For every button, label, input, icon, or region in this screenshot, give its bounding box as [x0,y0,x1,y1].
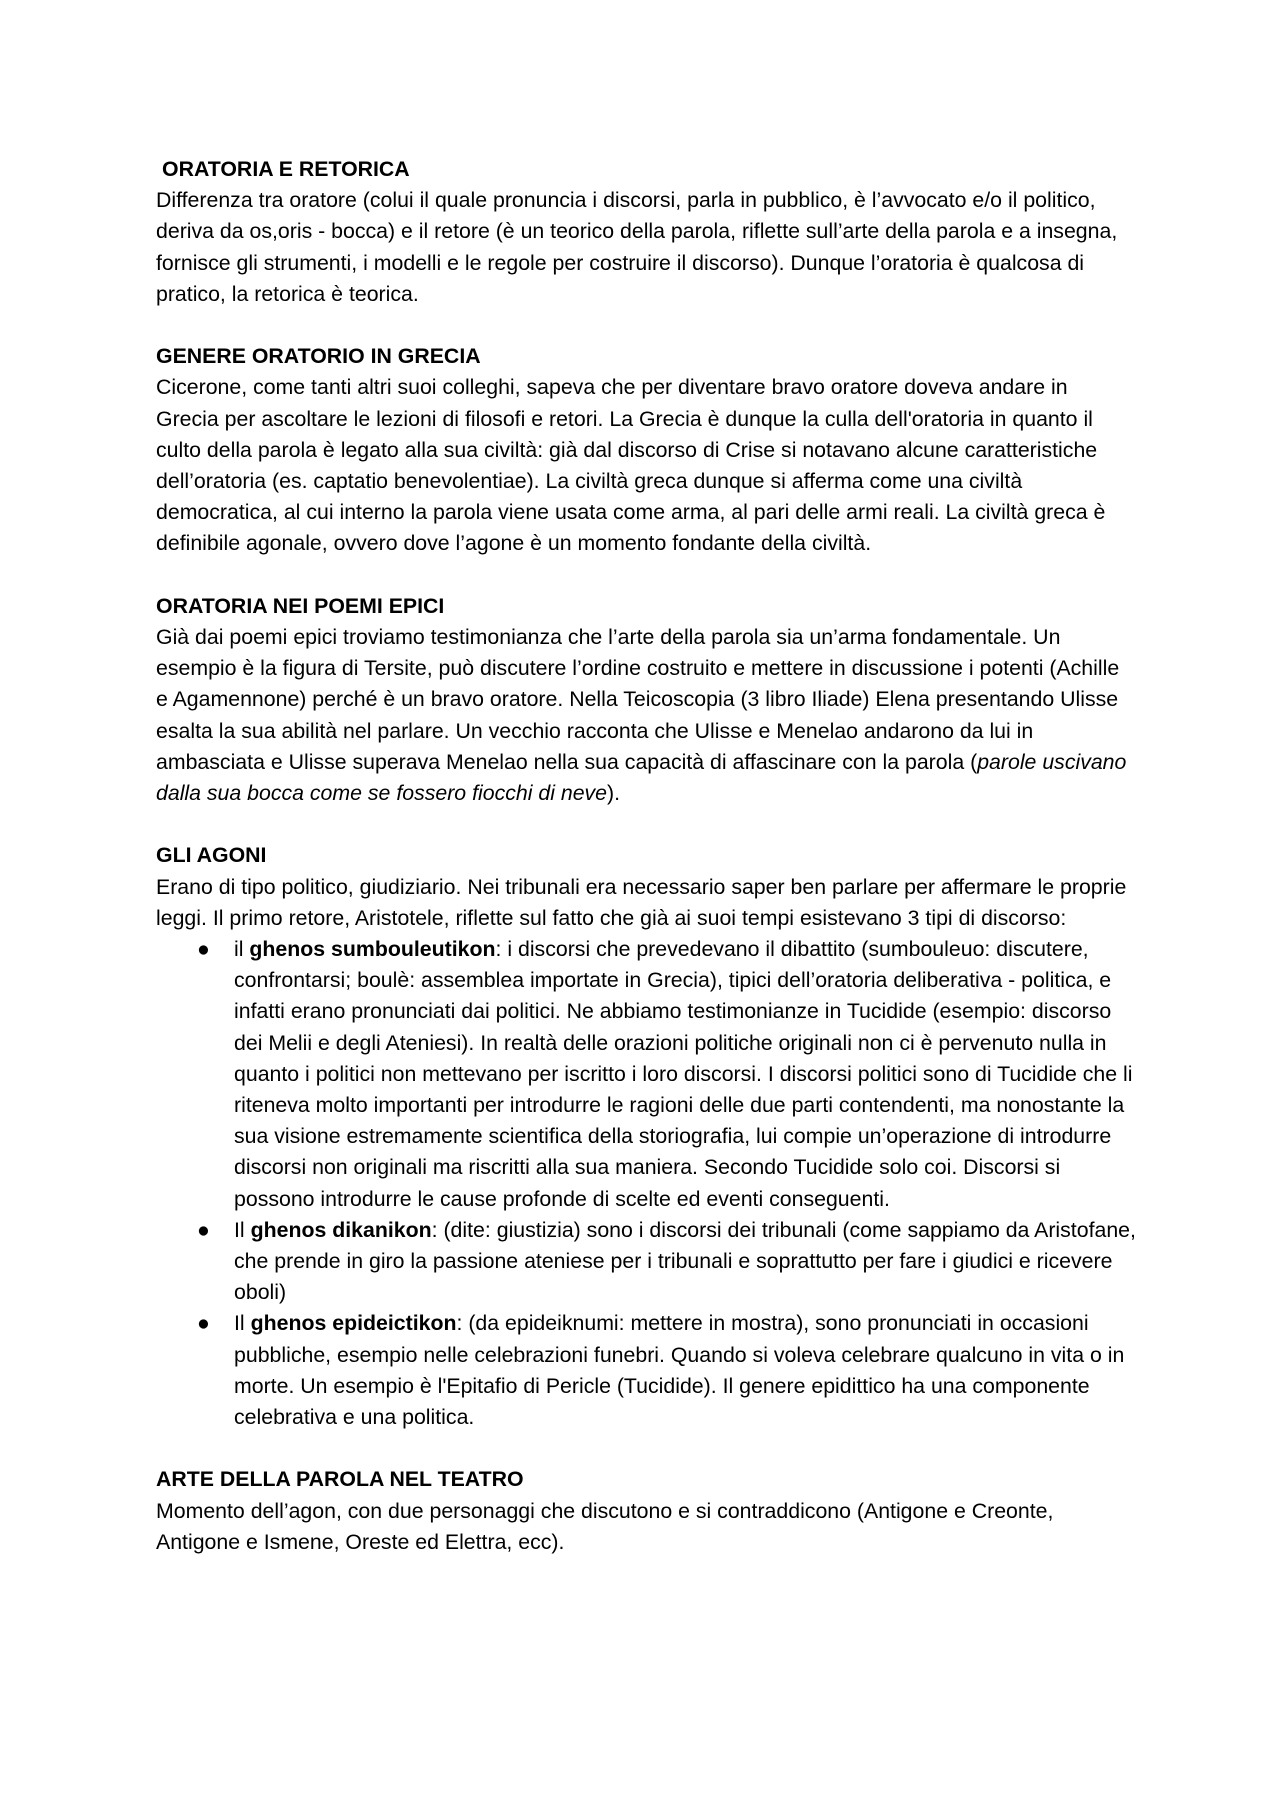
paragraph-text: Già dai poemi epici troviamo testimonianza che l’arte della parola sia un’arma fondamentale. Un esempio è la figura di Tersite, può discutere l’ordine costruito e mettere in discussione i potenti (Achille e Agamennone) perché è un bravo oratore. Nella Teicoscopia (3 libro Iliade) Elena presentando Ulisse esalta la sua abilità nel parlare. Un vecchio racconta che Ulisse e Menelao andarono da lui in ambasciata e Ulisse superava Menelao nella sua capacità di affascinare con la parola ( [156,625,1120,774]
section-agoni [156,840,1136,1433]
list-item [156,1215,1136,1309]
section-heading: ARTE DELLA PAROLA NEL TEATRO [156,1467,524,1492]
item-term: ghenos sumbouleutikon [249,937,496,962]
section-heading: ORATORIA E RETORICA [162,157,410,181]
item-prefix: Il [234,1217,251,1242]
section-paragraph: Differenza tra oratore (colui il quale pronuncia i discorsi, parla in pubblico, è l’avvocato e/o il politico, deriva da os,oris - bocca) e il retore (è un teorico della parola, riflette sull’arte della parola e a insegna, fornisce gli strumenti, i modelli e le regole per costruire il discorso). Dunque l’oratoria è qualcosa di pratico, la retorica è teorica. [156,188,1118,306]
bullet-icon: ● [197,937,210,962]
item-text: : i discorsi che prevedevano il dibattito (sumbouleuo: discutere, confrontarsi; boulè: assemblea importate in Grecia), tipici dell’oratoria deliberativa - politica, e infatti erano pronunciati dai politici. Ne abbiamo testimonianze in Tucidide (esempio: discorso dei Melii e degli Ateniesi). In realtà delle orazioni politiche originali non ci è pervenuto nulla in quanto i politici non mettevano per iscritto i loro discorsi. I discorsi politici sono di Tucidide che li riteneva molto importanti per introdurre le ragioni delle due parti contendenti, ma nonostante la sua visione estremamente scientifica della storiografia, lui compie un’operazione di introdurre discorsi non originali ma riscritti alla sua maniera. Secondo Tucidide solo coi. Discorsi si possono introdurre le cause profonde di scelte ed eventi conseguenti. [234,937,1133,1211]
section-paragraph [156,622,1136,809]
item-text: : (da epideiknumi: mettere in mostra), sono pronunciati in occasioni pubbliche, esempio nelle celebrazioni funebri. Quando si voleva celebrare qualcuno in vita o in morte. Un esempio è l'Epitafio di Pericle (Tucidide). Il genere epidittico ha una componente celebrativa e una politica. [234,1311,1125,1430]
section-poemi-epici [156,591,1136,809]
item-text: : (dite: giustizia) sono i discorsi dei tribunali (come sappiamo da Aristofane, che prende in giro la passione ateniese per i tribunali e soprattutto per fare i giudici e ricevere oboli) [234,1217,1136,1305]
section-oratoria-retorica [156,154,1136,310]
item-term: ghenos epideictikon [250,1311,457,1336]
paragraph-text-end: ). [607,781,621,806]
list-item [156,934,1136,1215]
item-prefix: il [234,937,250,962]
section-heading: ORATORIA NEI POEMI EPICI [156,593,445,618]
section-heading: GENERE ORATORIO IN GRECIA [156,344,481,369]
document-page [156,154,1136,1558]
section-paragraph: Erano di tipo politico, giudiziario. Nei tribunali era necessario saper ben parlare per affermare le proprie leggi. Il primo retore, Aristotele, riflette sul fatto che già ai suoi tempi esistevano 3 tipi di discorso: [156,874,1127,930]
section-heading: GLI AGONI [156,843,267,868]
bullet-icon: ● [197,1217,210,1242]
section-teatro [156,1464,1136,1558]
section-genere-oratorio [156,341,1136,559]
item-prefix: Il [234,1311,251,1336]
discourse-types-list [156,934,1136,1433]
list-item [156,1308,1136,1433]
italic-quote: parole uscivano dalla sua bocca come se fossero fiocchi di neve [156,749,1127,806]
section-paragraph: Cicerone, come tanti altri suoi colleghi, sapeva che per diventare bravo oratore doveva andare in Grecia per ascoltare le lezioni di filosofi e retori. La Grecia è dunque la culla dell'oratoria in quanto il culto della parola è legato alla sua civiltà: già dal discorso di Crise si notavano alcune caratteristiche dell’oratoria (es. captatio benevolentiae). La civiltà greca dunque si afferma come una civiltà democratica, al cui interno la parola viene usata come arma, al pari delle armi reali. La civiltà greca è definibile agonale, ovvero dove l’agone è un momento fondante della civiltà. [156,375,1106,556]
bullet-icon: ● [197,1311,210,1336]
section-paragraph: Momento dell’agon, con due personaggi che discutono e si contraddicono (Antigone e Creonte, Antigone e Ismene, Oreste ed Elettra, ecc). [156,1498,1054,1554]
item-term: ghenos dikanikon [250,1217,432,1242]
